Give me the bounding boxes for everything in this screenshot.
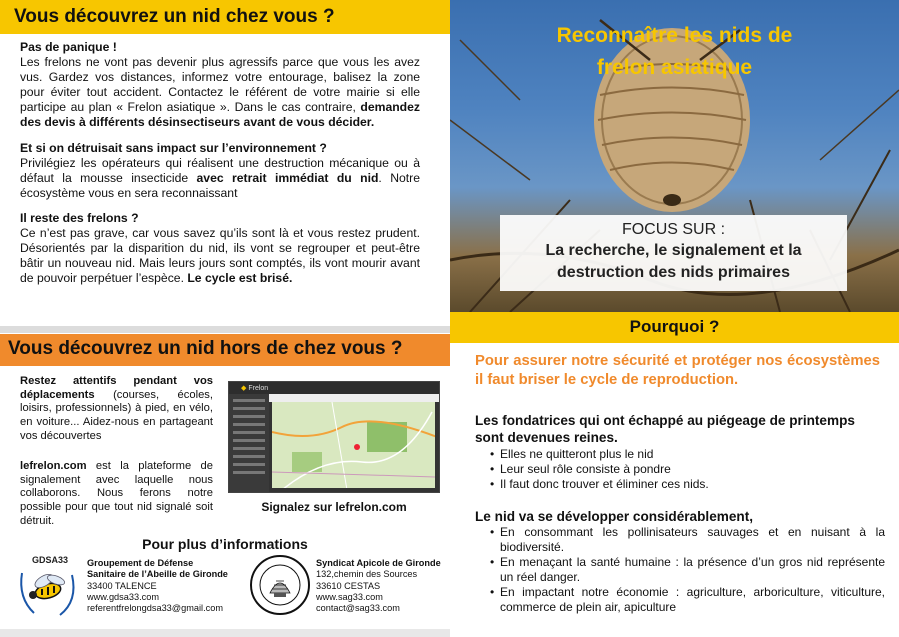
paragraph-reste-frelons: Ce n’est pas grave, car vous savez qu’ils sont là et vous restez prudent. Désorientés par la disparition du nid, ils vont se regrouper et peut-être bâtir un nouveau nid. Mais leurs jours sont comptés, ils vont mourir avant de pouvoir perpétuer l’espèce. Le cycle est brisé.	[20, 226, 420, 286]
gdsa33-email[interactable]: referentfrelongdsa33@gmail.com	[87, 603, 223, 614]
paragraph-restez-attentifs: Restez attentifs pendant vos déplacements (courses, écoles, loisirs, professionnels) à pied, en vélo, en voiture... Aidez-nous en partageant vos découvertes	[20, 375, 213, 442]
list-fondatrices	[490, 447, 885, 492]
focus-box	[500, 215, 847, 291]
header-pourquoi-title: Pourquoi ?	[629, 317, 720, 336]
signal-caption: Signalez sur lefrelon.com	[261, 500, 407, 514]
header-pourquoi	[450, 312, 899, 343]
list-item: • En menaçant la santé humaine : la présence d’un gros nid représente un réel danger.	[490, 555, 885, 585]
info-title: Pour plus d’informations	[142, 536, 308, 552]
focus-label: FOCUS SUR :	[621, 221, 726, 238]
list-item: • En consommant les pollinisateurs sauvages et en nuisant à la biodiversité.	[490, 525, 885, 555]
divider	[0, 326, 450, 333]
main-title: Reconnaître les nids de frelon asiatique	[556, 24, 793, 79]
focus-line-2: destruction des nids primaires	[557, 264, 790, 281]
map-graphic	[272, 402, 435, 488]
app-map	[272, 402, 435, 488]
gdsa33-logo-text: GDSA33	[32, 555, 69, 565]
app-titlebar: ◆ Frelon	[229, 382, 439, 394]
sag33-contact: Syndicat Apicole de Gironde 132,chemin des Sources 33610 CESTAS www.sag33.com contact@sag33.com	[316, 558, 451, 614]
list-item: • Il faut donc trouver et éliminer ces nids.	[490, 477, 885, 492]
app-screenshot	[228, 381, 440, 493]
paragraph-pas-de-panique: Les frelons ne vont pas devenir plus agressifs parce que vous les avez vus. Gardez vos distances, informez votre entourage, balisez la zone pour éviter tout accident. Contactez le référent de votre mairie si elle participe au plan « Frelon asiatique ». Dans le cas contraire, demandez des devis à différents désinsectiseurs avant de vous décider.	[20, 55, 420, 130]
gdsa33-logo	[14, 553, 82, 621]
question-pas-de-panique: Pas de panique !	[20, 40, 117, 54]
list-item: • Leur seul rôle consiste à pondre	[490, 462, 885, 477]
gdsa33-website[interactable]: www.gdsa33.com	[87, 591, 160, 602]
focus-line-1: La recherche, le signalement et la	[545, 242, 802, 259]
sag33-seal-logo	[248, 553, 312, 617]
paragraph-environnement: Privilégiez les opérateurs qui réalisent une destruction mécanique ou à défaut la mousse insecticide avec retrait immédiat du nid. Notre écosystème vous en sera reconnaissant	[20, 155, 421, 200]
question-reste-frelons: Il reste des frelons ?	[20, 210, 139, 225]
sag33-website[interactable]: www.sag33.com	[316, 591, 383, 602]
section-chez-vous	[20, 40, 420, 286]
heading-fondatrices: Les fondatrices qui ont échappé au piégeage de printemps sont devenues reines.	[475, 413, 855, 445]
list-developpement	[490, 525, 885, 615]
list-item: • En impactant notre économie : agriculture, arboriculture, viticulture, commerce de plein air, apiculture	[490, 585, 885, 615]
goal-statement: Pour assurer notre sécurité et protéger nos écosystèmes il faut briser le cycle de reproduction.	[475, 353, 880, 388]
header-hors-chez-vous	[0, 334, 450, 366]
list-item: • Elles ne quitteront plus le nid	[490, 447, 885, 462]
header-chez-vous-title: Vous découvrez un nid chez vous ?	[14, 6, 335, 27]
sag33-email[interactable]: contact@sag33.com	[316, 603, 400, 614]
footer-bar	[0, 629, 450, 637]
gdsa33-contact: Groupement de Défense Sanitaire de l’Abeille de Gironde 33400 TALENCE www.gdsa33.com referentfrelongdsa33@gmail.com	[87, 558, 247, 614]
paragraph-lefrelon: lefrelon.com est la plateforme de signalement avec laquelle nous collaborons. Nous ferons notre possible pour que tout nid signalé soit détruit.	[20, 460, 213, 527]
header-hors-chez-vous-title: Vous découvrez un nid hors de chez vous ?	[8, 338, 403, 359]
header-chez-vous	[0, 0, 450, 34]
app-logo-icon: ◆	[241, 385, 247, 392]
heading-developpement: Le nid va se développer considérablement,	[475, 509, 754, 524]
question-environnement: Et si on détruisait sans impact sur l’environnement ?	[20, 140, 327, 155]
app-sidebar	[229, 394, 269, 492]
app-toolbar	[269, 394, 439, 402]
